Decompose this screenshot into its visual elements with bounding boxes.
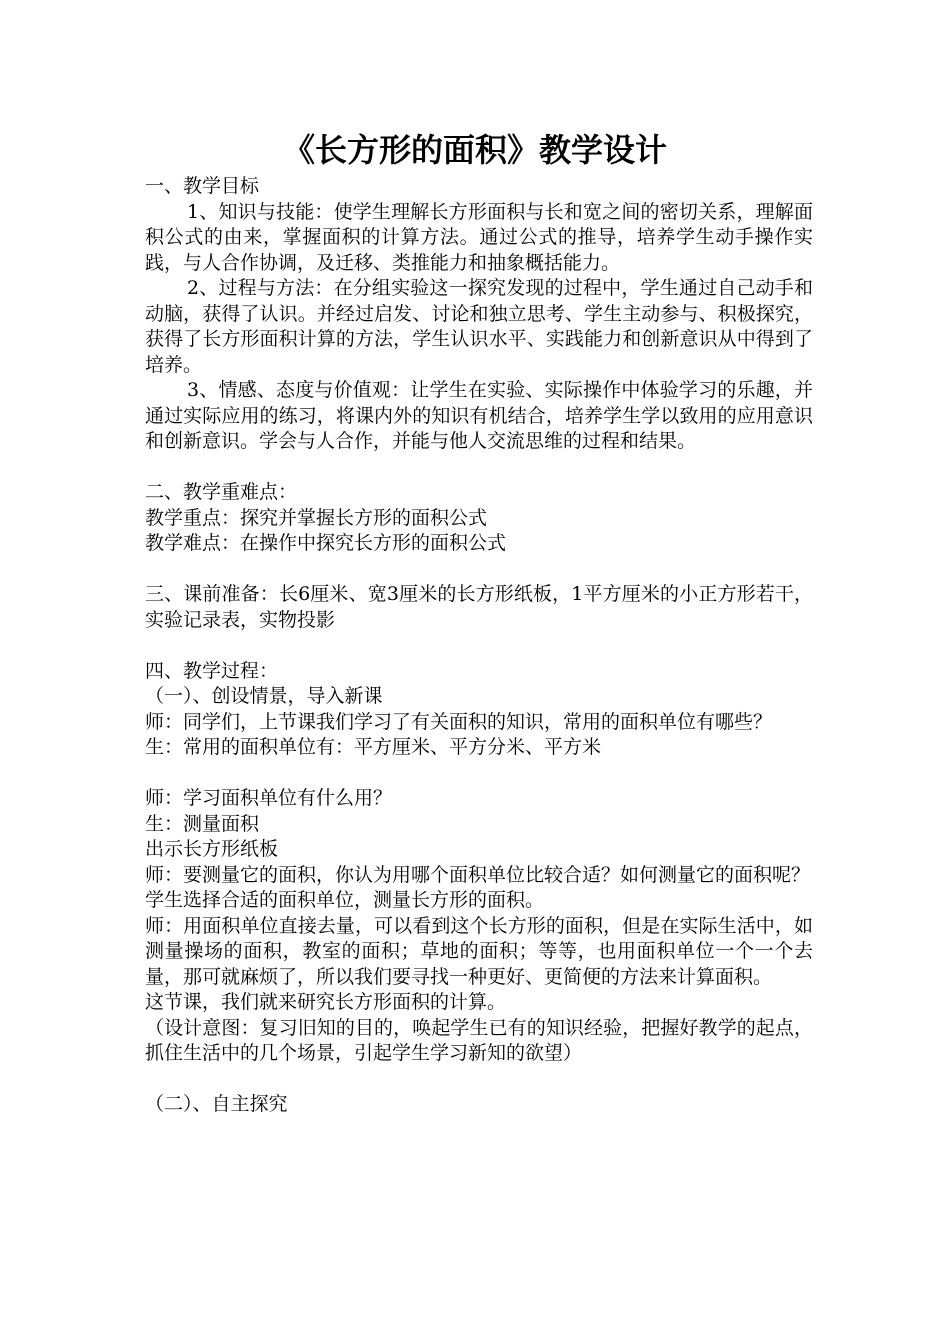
objectives-heading: 一、教学目标: [145, 175, 260, 197]
key-point-focus: 教学重点：探究并掌握长方形的面积公式: [145, 506, 488, 529]
dialogue-line: 师：同学们，上节课我们学习了有关面积的知识，常用的面积单位有哪些？: [145, 710, 773, 733]
design-intent-note: （设计意图：复习旧知的目的，唤起学生已有的知识经验，把握好教学的起点，抓住生活中的几个场景，引起学生学习新知的欲望）: [145, 1016, 813, 1064]
objective-paragraph-1: 1、知识与技能：使学生理解长方形面积与长和宽之间的密切关系，理解面积公式的由来，掌握面积的计算方法。通过公式的推导，培养学生动手操作实践，与人合作协调，及迁移、类推能力和抽象概括能力。: [145, 200, 813, 274]
process-part2-heading: （二）、自主探究: [145, 1093, 288, 1115]
dialogue-line: 这节课，我们就来研究长方形面积的计算。: [145, 991, 507, 1013]
dialogue-line: 出示长方形纸板: [145, 838, 279, 860]
spacer: [145, 455, 813, 481]
document-title: 《长方形的面积》教学设计: [282, 131, 667, 169]
dialogue-line: 生：常用的面积单位有：平方厘米、平方分米、平方米: [145, 736, 602, 758]
objective-paragraph-2: 2、过程与方法：在分组实验这一探究发现的过程中，学生通过自己动手和动脑，获得了认识。并经过启发、讨论和独立思考、学生主动参与、积极探究，获得了长方形面积计算的方法，学生认识水平、实践能力和创新意识从中得到了培养。: [145, 277, 813, 376]
process-heading: 四、教学过程：: [145, 659, 279, 682]
spacer: [145, 1067, 813, 1093]
spacer: [145, 557, 813, 583]
process-part1-heading: （一）、创设情景，导入新课: [145, 685, 383, 707]
dialogue-line: 师：学习面积单位有什么用？: [145, 787, 393, 809]
preparation-paragraph: 三、课前准备：长6厘米、宽3厘米的长方形纸板，1平方厘米的小正方形若干，实验记录表，实物投影: [145, 583, 813, 631]
document-body: [145, 174, 813, 1118]
key-points-heading: 二、教学重难点：: [145, 481, 298, 503]
dialogue-line: 生：测量面积: [145, 812, 260, 835]
spacer: [145, 761, 813, 787]
objective-paragraph-3: 3、情感、态度与价值观：让学生在实验、实际操作中体验学习的乐趣，并通过实际应用的练习，将课内外的知识有机结合，培养学生学以致用的应用意识和创新意识。学会与人合作，并能与他人交流思维的过程和结果。: [145, 379, 813, 452]
key-point-difficulty: 教学难点：在操作中探究长方形的面积公式: [145, 532, 507, 554]
dialogue-line: 师：用面积单位直接去量，可以看到这个长方形的面积，但是在实际生活中，如测量操场的面积，教室的面积；草地的面积；等等，也用面积单位一个一个去量，那可就麻烦了，所以我们要寻找一种更好、更简便的方法来计算面积。: [145, 914, 813, 988]
dialogue-line: 学生选择合适的面积单位，测量长方形的面积。: [145, 889, 545, 911]
spacer: [145, 633, 813, 659]
dialogue-line: 师：要测量它的面积，你认为用哪个面积单位比较合适？如何测量它的面积呢？: [145, 863, 811, 886]
